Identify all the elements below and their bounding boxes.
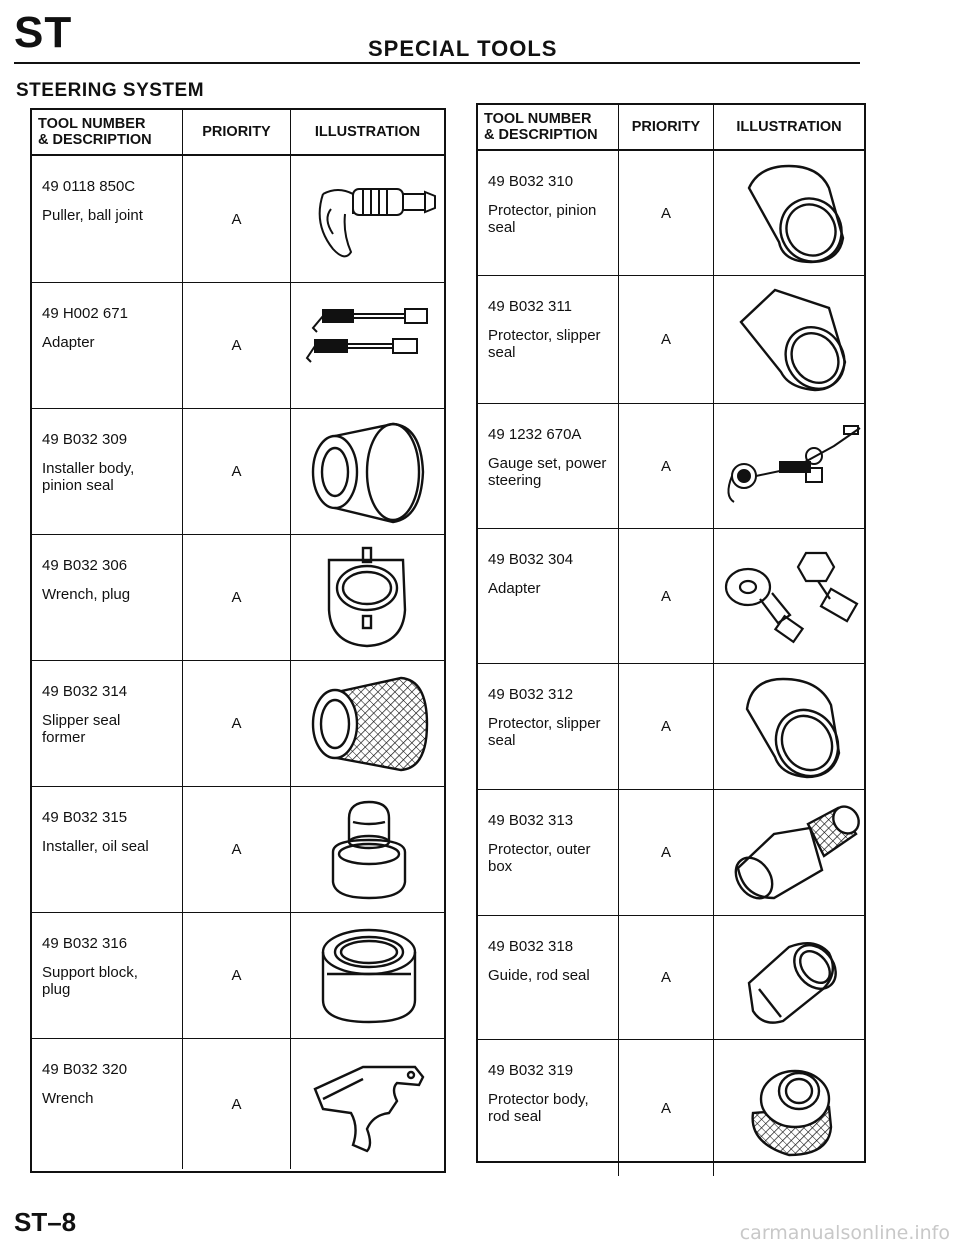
priority-cell: A bbox=[182, 1039, 290, 1169]
tool-number: 49 B032 311 bbox=[488, 298, 572, 315]
tool-description: Installer, oil seal bbox=[42, 838, 149, 855]
tool-description: Gauge set, power steering bbox=[488, 455, 607, 489]
illustration-cell bbox=[713, 529, 864, 663]
priority-cell: A bbox=[618, 664, 713, 789]
table-row bbox=[478, 151, 864, 276]
column-header-tool bbox=[32, 110, 182, 154]
pinion-seal-protector-icon bbox=[719, 158, 859, 268]
priority-cell: A bbox=[182, 535, 290, 660]
gauge-set-icon bbox=[714, 416, 864, 516]
illustration-cell bbox=[713, 664, 864, 789]
support-block-icon bbox=[293, 918, 443, 1033]
wrench-icon bbox=[293, 1049, 443, 1159]
tool-cell bbox=[478, 276, 618, 403]
tool-cell bbox=[478, 790, 618, 915]
priority-cell: A bbox=[618, 790, 713, 915]
tool-cell bbox=[478, 529, 618, 663]
tool-cell bbox=[478, 1040, 618, 1176]
tool-number: 49 B032 319 bbox=[488, 1062, 574, 1079]
illustration-cell bbox=[290, 156, 444, 282]
illustration-cell bbox=[290, 409, 444, 534]
tool-cell bbox=[478, 151, 618, 275]
watermark: carmanualsonline.info bbox=[739, 1222, 950, 1244]
tool-description: Wrench bbox=[42, 1090, 94, 1107]
hose-adapter-icon bbox=[293, 296, 443, 396]
seal-former-icon bbox=[293, 666, 443, 781]
table-row bbox=[478, 1040, 864, 1176]
column-header-priority: PRIORITY bbox=[618, 105, 713, 149]
table-row bbox=[478, 916, 864, 1040]
rod-seal-guide-icon bbox=[719, 923, 859, 1033]
slipper-seal-protector-icon bbox=[719, 282, 859, 397]
illustration-cell bbox=[713, 404, 864, 528]
table-row bbox=[478, 276, 864, 404]
installer-body-icon bbox=[293, 414, 443, 529]
column-header-illustration: ILLUSTRATION bbox=[290, 110, 444, 154]
tool-cell bbox=[32, 1039, 182, 1169]
tool-cell bbox=[32, 535, 182, 660]
table-row bbox=[32, 535, 444, 661]
priority-cell: A bbox=[182, 913, 290, 1038]
tool-description: Protector, outer box bbox=[488, 841, 591, 875]
illustration-cell bbox=[290, 913, 444, 1038]
tool-number: 49 B032 304 bbox=[488, 551, 574, 568]
tool-cell bbox=[32, 913, 182, 1038]
tool-number: 49 B032 310 bbox=[488, 173, 574, 190]
tool-cell bbox=[478, 404, 618, 528]
column-header-illustration: ILLUSTRATION bbox=[713, 105, 864, 149]
priority-cell: A bbox=[618, 1040, 713, 1176]
illustration-cell bbox=[290, 1039, 444, 1169]
table-row bbox=[478, 404, 864, 529]
outer-box-protector-icon bbox=[714, 798, 864, 908]
column-header-tool-line2: & DESCRIPTION bbox=[38, 132, 152, 148]
priority-cell: A bbox=[618, 151, 713, 275]
tool-number: 49 B032 318 bbox=[488, 938, 574, 955]
tool-number: 49 0118 850C bbox=[42, 178, 136, 195]
illustration-cell bbox=[713, 1040, 864, 1176]
tool-number: 49 B032 309 bbox=[42, 431, 128, 448]
tool-number: 49 B032 316 bbox=[42, 935, 128, 952]
tool-cell bbox=[478, 664, 618, 789]
column-header-tool-line2: & DESCRIPTION bbox=[484, 127, 598, 143]
priority-cell: A bbox=[182, 409, 290, 534]
oil-seal-installer-icon bbox=[293, 792, 443, 907]
illustration-cell bbox=[713, 276, 864, 403]
tool-cell bbox=[32, 661, 182, 786]
priority-cell: A bbox=[618, 404, 713, 528]
priority-cell: A bbox=[618, 916, 713, 1039]
tool-description: Protector, slipper seal bbox=[488, 715, 601, 749]
tool-number: 49 B032 313 bbox=[488, 812, 574, 829]
illustration-cell bbox=[290, 661, 444, 786]
tool-description: Protector, slipper seal bbox=[488, 327, 601, 361]
tool-number: 49 B032 314 bbox=[42, 683, 128, 700]
illustration-cell bbox=[290, 787, 444, 912]
plug-wrench-icon bbox=[293, 540, 443, 655]
priority-cell: A bbox=[182, 283, 290, 408]
banjo-adapter-icon bbox=[714, 539, 864, 654]
table-header bbox=[32, 110, 444, 156]
page-number: ST–8 bbox=[14, 1207, 77, 1237]
tool-description: Support block, plug bbox=[42, 964, 138, 998]
tool-cell bbox=[32, 283, 182, 408]
table-row bbox=[32, 409, 444, 535]
tool-cell bbox=[32, 409, 182, 534]
table-row bbox=[32, 1039, 444, 1169]
illustration-cell bbox=[290, 535, 444, 660]
tools-table-left bbox=[30, 108, 446, 1173]
tool-description: Guide, rod seal bbox=[488, 967, 590, 984]
ball-joint-puller-icon bbox=[293, 164, 443, 274]
tool-description: Protector, pinion seal bbox=[488, 202, 597, 236]
tool-description: Wrench, plug bbox=[42, 586, 131, 603]
section-title: STEERING SYSTEM bbox=[16, 80, 205, 101]
tool-number: 49 H002 671 bbox=[42, 305, 128, 322]
table-row bbox=[32, 283, 444, 409]
tool-description: Slipper seal former bbox=[42, 712, 121, 746]
illustration-cell bbox=[713, 916, 864, 1039]
header-divider bbox=[14, 62, 860, 64]
tool-description: Puller, ball joint bbox=[42, 207, 143, 224]
tool-description: Installer body, pinion seal bbox=[42, 460, 135, 494]
table-row bbox=[32, 156, 444, 283]
illustration-cell bbox=[713, 151, 864, 275]
column-header-tool-line1: TOOL NUMBER bbox=[484, 111, 592, 127]
tool-description: Protector body, rod seal bbox=[488, 1091, 589, 1125]
tool-number: 49 B032 306 bbox=[42, 557, 128, 574]
section-code: ST bbox=[14, 8, 73, 57]
priority-cell: A bbox=[618, 276, 713, 403]
table-row bbox=[32, 913, 444, 1039]
priority-cell: A bbox=[618, 529, 713, 663]
tool-description: Adapter bbox=[488, 580, 541, 597]
tool-number: 49 B032 312 bbox=[488, 686, 574, 703]
column-header-tool bbox=[478, 105, 618, 149]
column-header-tool-line1: TOOL NUMBER bbox=[38, 116, 146, 132]
column-header-priority: PRIORITY bbox=[182, 110, 290, 154]
tool-number: 49 B032 315 bbox=[42, 809, 128, 826]
page-title: SPECIAL TOOLS bbox=[368, 36, 558, 61]
tool-description: Adapter bbox=[42, 334, 95, 351]
rod-seal-protector-icon bbox=[719, 1051, 859, 1166]
priority-cell: A bbox=[182, 156, 290, 282]
table-row bbox=[32, 661, 444, 787]
illustration-cell bbox=[290, 283, 444, 408]
priority-cell: A bbox=[182, 787, 290, 912]
table-row bbox=[32, 787, 444, 913]
tool-number: 49 1232 670A bbox=[488, 426, 582, 443]
table-row bbox=[478, 529, 864, 664]
slipper-seal-protector-icon bbox=[719, 669, 859, 784]
tool-cell bbox=[478, 916, 618, 1039]
table-header bbox=[478, 105, 864, 151]
tools-table-right bbox=[476, 103, 866, 1163]
tool-number: 49 B032 320 bbox=[42, 1061, 128, 1078]
priority-cell: A bbox=[182, 661, 290, 786]
illustration-cell bbox=[713, 790, 864, 915]
tool-cell bbox=[32, 156, 182, 282]
tool-cell bbox=[32, 787, 182, 912]
table-row bbox=[478, 790, 864, 916]
table-row bbox=[478, 664, 864, 790]
